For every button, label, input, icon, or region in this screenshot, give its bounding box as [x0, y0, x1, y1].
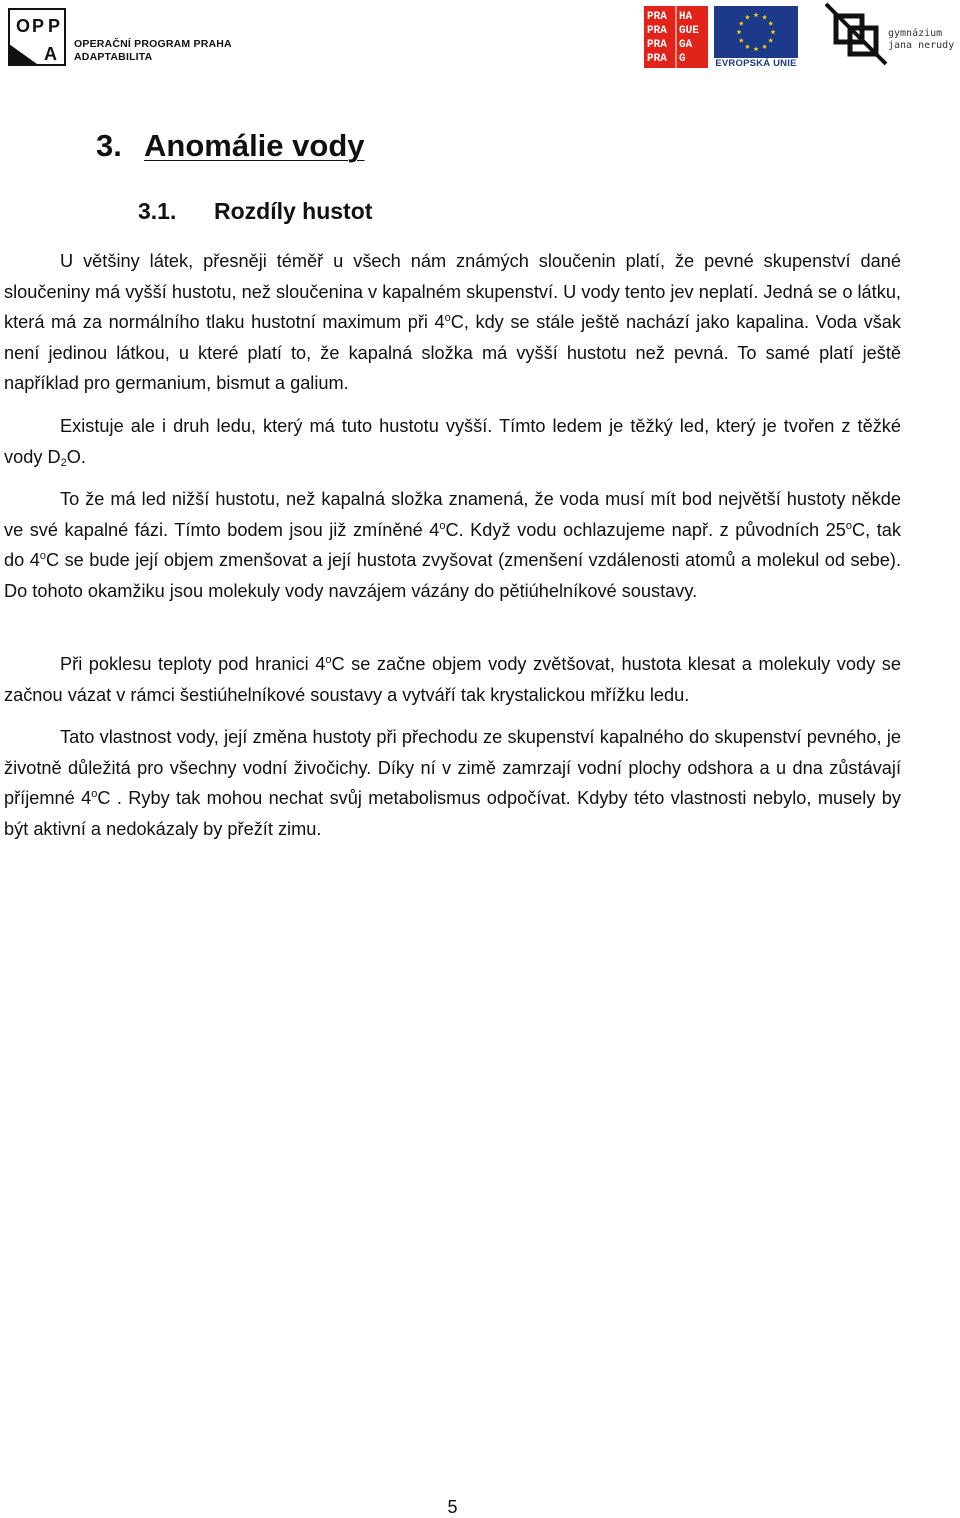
prague-r3-left: PRA [647, 39, 667, 51]
oppa-line2: ADAPTABILITA [74, 51, 153, 63]
oppa-logo-icon [8, 8, 66, 66]
paragraph-1: U většiny látek, přesněji téměř u všech nám známých sloučenin platí, že pevné skupenství dané sloučeniny má vyšší hustotu, než sloučenina v kapalném skupenství. U vody tento jev neplatí. Jedná se o látku, která má za normálního tlaku hustotní maximum při 4$^o$C, kdy se stále ještě nachází jako kapalina. Voda však není jedinou látkou, u které platí to, že kapalná složka má vyšší hustotu než pevná. To samé platí ještě například pro germanium, bismut a galium. [4, 251, 901, 394]
paragraph-5: Tato vlastnost vody, její změna hustoty při přechodu ze skupenství kapalného do skupenství pevného, je životně důležitá pro všechny vodní živočichy. Díky ní v zimě zamrzají vodní plochy odshora a u dna zůstávají příjemné 4$^o$C . Ryby tak mohou nechat svůj metabolismus odpočívat. Kdyby této vlastnosti nebylo, musely by být aktivní a nedokázaly by přežít zimu. [4, 727, 901, 839]
section-title: Rozdíly hustot [214, 198, 373, 224]
oppa-text [74, 38, 232, 64]
eu-flag-icon [714, 6, 798, 58]
paragraph-3: To že má led nižší hustotu, než kapalná složka znamená, že voda musí mít bod největší hustoty někde ve své kapalné fázi. Tímto bodem jsou již zmíněné 4$^o$C. Když vodu ochlazujeme např. z původních 25$^o$C, tak do 4$^o$C se bude její objem zmenšovat a její hustota zvyšovat (zmenšení vzdálenosti atomů a molekul od sebe). Do tohoto okamžiku jsou molekuly vody navzájem vázány do pětiúhelníkové soustavy. [4, 489, 902, 601]
oppa-letter-p1: P [32, 16, 45, 36]
paragraph-2: Existuje ale i druh ledu, který má tuto hustotu vyšší. Tímto ledem je těžký led, který je tvořen z těžké vody $D_2O$. [4, 416, 901, 469]
page-header [0, 0, 960, 80]
prague-r2-left: PRA [647, 25, 667, 37]
section-heading [138, 198, 372, 225]
prague-r1-left: PRA [647, 11, 667, 23]
school-name [888, 28, 954, 52]
chapter-number: 3. [96, 128, 122, 163]
oppa-letter-o: O [16, 16, 31, 36]
school-line1: gymnázium [888, 28, 943, 39]
school-line2: jana nerudy [888, 40, 955, 51]
prague-logo [644, 6, 708, 68]
prague-r2-right: GUE [679, 25, 699, 37]
chapter-heading [96, 128, 365, 164]
paragraph-4: Při poklesu teploty pod hranici 4$^o$C se začne objem vody zvětšovat, hustota klesat a molekuly vody se začnou vázat v rámci šestiúhelníkové soustavy a vytváří tak krystalickou mřížku ledu. [4, 654, 901, 705]
oppa-letter-a: A [44, 44, 57, 64]
oppa-letter-p2: P [48, 16, 61, 36]
section-number: 3.1. [138, 198, 177, 224]
crossed-squares-icon [822, 2, 888, 68]
prague-r3-right: GA [679, 39, 693, 51]
prague-r1-right: HA [679, 11, 693, 23]
chapter-title: Anomálie vody [144, 128, 365, 163]
page-number: 5 [447, 1497, 458, 1517]
prague-r4-right: G [679, 53, 686, 65]
prague-r4-left: PRA [647, 53, 667, 65]
oppa-line1: OPERAČNÍ PROGRAM PRAHA [74, 38, 232, 50]
eu-label: EVROPSKÁ UNIE [715, 58, 797, 69]
oppa-logo [8, 8, 232, 66]
